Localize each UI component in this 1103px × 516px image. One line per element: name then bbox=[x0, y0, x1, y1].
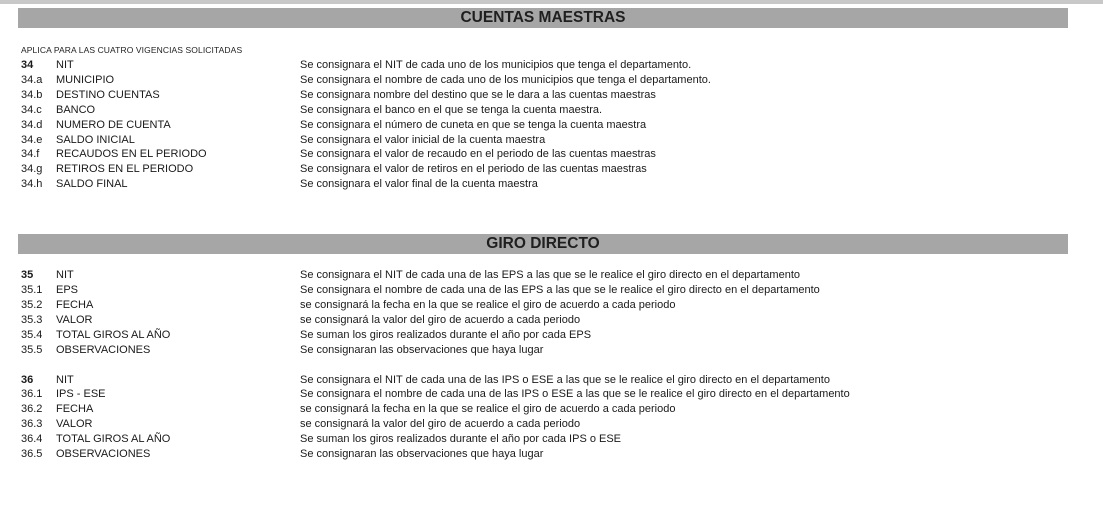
row-code: 34.f bbox=[21, 148, 40, 160]
table-row bbox=[0, 373, 1103, 388]
row-code: 35.1 bbox=[21, 284, 43, 296]
row-code: 36.4 bbox=[21, 433, 43, 445]
row-description: Se consignara el número de cuneta en que se tenga la cuenta maestra bbox=[300, 119, 647, 131]
row-code: 35.5 bbox=[21, 344, 43, 356]
row-name: FECHA bbox=[56, 299, 94, 311]
table-row bbox=[0, 58, 1103, 73]
row-description: se consignará la fecha en la que se realice el giro de acuerdo a cada periodo bbox=[300, 403, 676, 415]
row-name: RECAUDOS EN EL PERIODO bbox=[56, 148, 207, 160]
row-description: Se consignara el valor de retiros en el periodo de las cuentas maestras bbox=[300, 163, 647, 175]
table-row bbox=[0, 103, 1103, 118]
top-border bbox=[0, 0, 1103, 4]
row-description: Se consignara el nombre de cada uno de los municipios que tenga el departamento. bbox=[300, 74, 711, 86]
table-row bbox=[0, 147, 1103, 162]
row-description: Se consignara el NIT de cada una de las EPS a las que se le realice el giro directo en el departamento bbox=[300, 269, 800, 281]
table-row bbox=[0, 177, 1103, 192]
row-name: EPS bbox=[56, 284, 79, 296]
row-description: Se suman los giros realizados durante el año por cada EPS bbox=[300, 329, 592, 341]
row-name: OBSERVACIONES bbox=[56, 344, 151, 356]
row-name: SALDO FINAL bbox=[56, 178, 128, 190]
section-title-giro-directo: GIRO DIRECTO bbox=[18, 234, 1068, 254]
table-row bbox=[0, 268, 1103, 283]
table-row bbox=[0, 298, 1103, 313]
row-name: IPS - ESE bbox=[56, 388, 106, 400]
row-name: TOTAL GIROS AL AÑO bbox=[56, 329, 171, 341]
row-name: RETIROS EN EL PERIODO bbox=[56, 163, 194, 175]
row-name: NIT bbox=[56, 374, 74, 386]
row-code: 34.h bbox=[21, 178, 43, 190]
row-description: Se consignara el valor inicial de la cuenta maestra bbox=[300, 134, 546, 146]
row-name: FECHA bbox=[56, 403, 94, 415]
row-description: se consignará la valor del giro de acuerdo a cada periodo bbox=[300, 314, 581, 326]
table-row bbox=[0, 387, 1103, 402]
section-title-cuentas-maestras: CUENTAS MAESTRAS bbox=[18, 8, 1068, 28]
row-name: VALOR bbox=[56, 418, 93, 430]
table-row bbox=[0, 313, 1103, 328]
row-code: 35 bbox=[21, 269, 34, 281]
row-code: 34.b bbox=[21, 89, 43, 101]
row-code: 34.e bbox=[21, 134, 43, 146]
row-name: OBSERVACIONES bbox=[56, 448, 151, 460]
table-row bbox=[0, 328, 1103, 343]
row-name: NUMERO DE CUENTA bbox=[56, 119, 171, 131]
row-code: 36.3 bbox=[21, 418, 43, 430]
row-name: BANCO bbox=[56, 104, 96, 116]
row-description: Se consignara el banco en el que se tenga la cuenta maestra. bbox=[300, 104, 603, 116]
table-row bbox=[0, 118, 1103, 133]
row-description: se consignará la fecha en la que se realice el giro de acuerdo a cada periodo bbox=[300, 299, 676, 311]
row-name: NIT bbox=[56, 269, 74, 281]
row-name: MUNICIPIO bbox=[56, 74, 115, 86]
table-row bbox=[0, 417, 1103, 432]
row-description: Se consignara el nombre de cada una de las EPS a las que se le realice el giro directo en el departamento bbox=[300, 284, 820, 296]
table-row bbox=[0, 88, 1103, 103]
row-code: 34.d bbox=[21, 119, 43, 131]
row-code: 36 bbox=[21, 374, 34, 386]
row-name: VALOR bbox=[56, 314, 93, 326]
row-name: NIT bbox=[56, 59, 74, 71]
row-code: 34.g bbox=[21, 163, 43, 175]
row-name: DESTINO CUENTAS bbox=[56, 89, 160, 101]
row-description: Se consignara el valor final de la cuenta maestra bbox=[300, 178, 538, 190]
row-code: 34 bbox=[21, 59, 34, 71]
row-description: Se suman los giros realizados durante el año por cada IPS o ESE bbox=[300, 433, 622, 445]
row-description: Se consignara el NIT de cada una de las IPS o ESE a las que se le realice el giro directo en el departamento bbox=[300, 374, 830, 386]
row-code: 34.c bbox=[21, 104, 42, 116]
row-code: 35.3 bbox=[21, 314, 43, 326]
row-code: 36.2 bbox=[21, 403, 43, 415]
row-code: 35.4 bbox=[21, 329, 43, 341]
table-row bbox=[0, 283, 1103, 298]
table-row bbox=[0, 432, 1103, 447]
table-row bbox=[0, 162, 1103, 177]
table-row bbox=[0, 343, 1103, 358]
row-description: Se consignara el nombre de cada una de las IPS o ESE a las que se le realice el giro directo en el departamento bbox=[300, 388, 850, 400]
table-row bbox=[0, 133, 1103, 148]
row-code: 36.5 bbox=[21, 448, 43, 460]
table-row bbox=[0, 73, 1103, 88]
row-name: SALDO INICIAL bbox=[56, 134, 135, 146]
row-code: 34.a bbox=[21, 74, 43, 86]
row-code: 35.2 bbox=[21, 299, 43, 311]
row-description: Se consignara el valor de recaudo en el periodo de las cuentas maestras bbox=[300, 148, 656, 160]
row-description: se consignará la valor del giro de acuerdo a cada periodo bbox=[300, 418, 581, 430]
row-description: Se consignara nombre del destino que se le dara a las cuentas maestras bbox=[300, 89, 656, 101]
row-name: TOTAL GIROS AL AÑO bbox=[56, 433, 171, 445]
table-row bbox=[0, 447, 1103, 462]
table-row bbox=[0, 402, 1103, 417]
row-description: Se consignaran las observaciones que haya lugar bbox=[300, 448, 544, 460]
row-description: Se consignaran las observaciones que haya lugar bbox=[300, 344, 544, 356]
section-note: APLICA PARA LAS CUATRO VIGENCIAS SOLICITADAS bbox=[21, 45, 243, 55]
row-code: 36.1 bbox=[21, 388, 43, 400]
row-description: Se consignara el NIT de cada uno de los municipios que tenga el departamento. bbox=[300, 59, 692, 71]
